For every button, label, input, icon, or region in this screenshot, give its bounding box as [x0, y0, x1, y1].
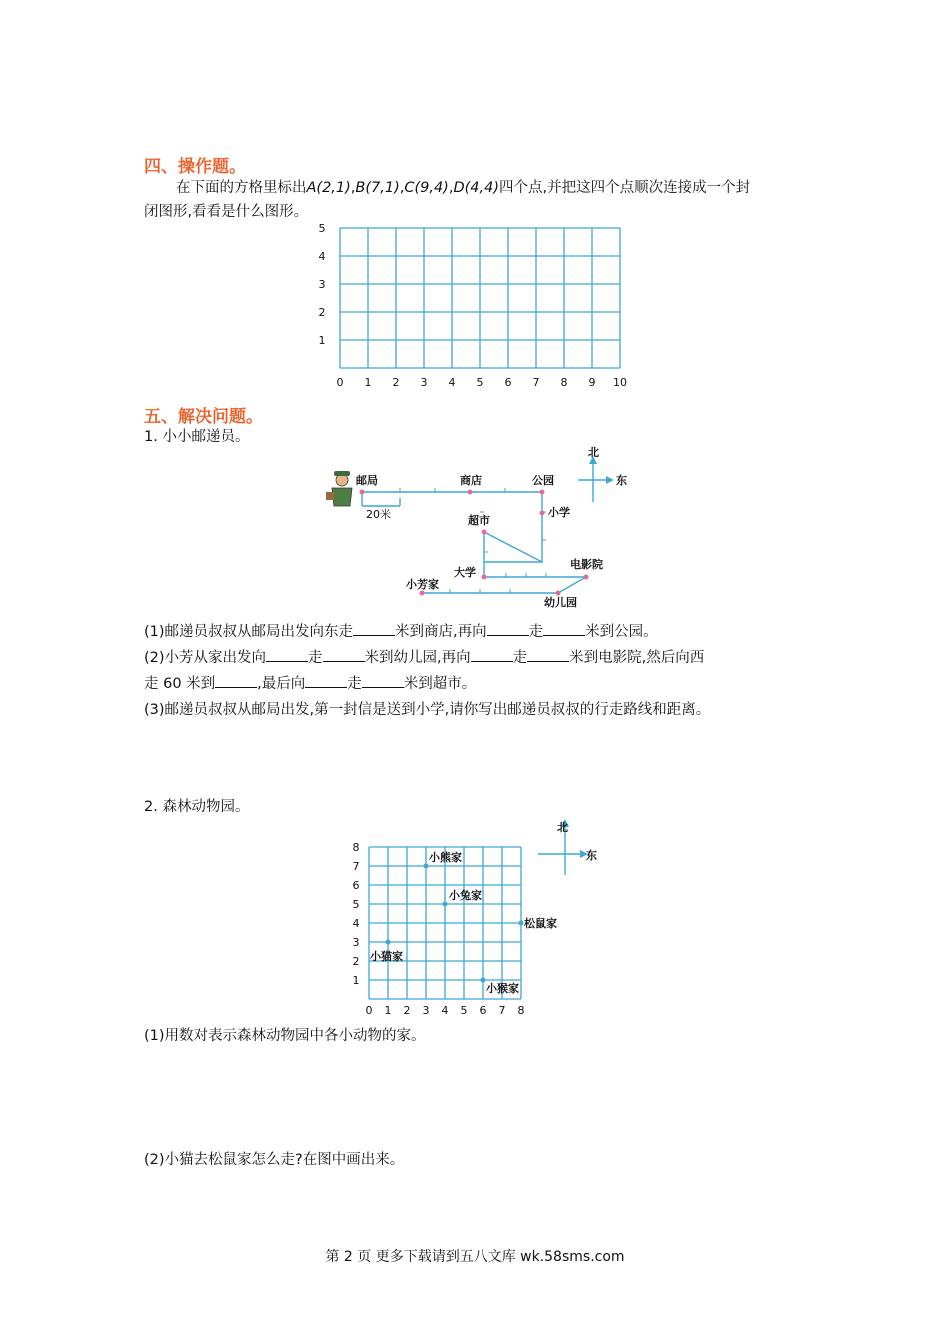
- home-squirrel: 松鼠家: [524, 917, 557, 930]
- postman-map: [320, 440, 650, 620]
- coordinate-grid[interactable]: [310, 220, 640, 395]
- label-supermarket: 超市: [468, 514, 490, 527]
- y-tick-label: 5: [318, 222, 326, 235]
- x-tick-label: 6: [504, 376, 512, 389]
- label-kindergarten: 幼儿园: [544, 596, 577, 609]
- home-rabbit: 小兔家: [449, 889, 482, 902]
- zoo-x-tick-label: 0: [365, 1004, 373, 1017]
- zoo-y-tick-label: 1: [352, 974, 360, 987]
- label-east: 东: [616, 474, 627, 487]
- answer-blank[interactable]: [266, 647, 308, 662]
- zoo-label-north: 北: [557, 821, 568, 834]
- zoo-x-tick-label: 6: [479, 1004, 487, 1017]
- zoo-y-tick-label: 3: [352, 936, 360, 949]
- label-north: 北: [588, 446, 599, 459]
- zoo-x-tick-label: 3: [422, 1004, 430, 1017]
- scale-label: 20米: [366, 508, 391, 521]
- answer-blank[interactable]: [353, 621, 395, 636]
- zoo-y-tick-label: 2: [352, 955, 360, 968]
- section5-title: 五、解决问题。: [144, 407, 263, 427]
- zoo-x-tick-label: 4: [441, 1004, 449, 1017]
- x-tick-label: 0: [336, 376, 344, 389]
- page-footer: 第 2 页 更多下载请到五八文库 wk.58sms.com: [325, 1249, 625, 1265]
- answer-blank[interactable]: [362, 673, 404, 688]
- x-tick-label: 5: [476, 376, 484, 389]
- answer-blank[interactable]: [527, 647, 569, 662]
- zoo-x-tick-label: 1: [384, 1004, 392, 1017]
- x-tick-label: 9: [588, 376, 596, 389]
- y-tick-label: 1: [318, 334, 326, 347]
- section4-instruction-line2: 闭图形,看看是什么图形。: [144, 204, 309, 220]
- q2-part2: (2)小猫去松鼠家怎么走?在图中画出来。: [144, 1152, 405, 1168]
- home-bear: 小熊家: [429, 851, 462, 864]
- q1-part1: (1)邮递员叔叔从邮局出发向东走 米到商店,再向 走 米到公园。: [144, 620, 814, 644]
- zoo-x-tick-label: 2: [403, 1004, 411, 1017]
- q1-part3: (3)邮递员叔叔从邮局出发,第一封信是送到小学,请你写出邮递员叔叔的行走路线和距离。: [144, 702, 711, 718]
- y-tick-label: 4: [318, 250, 326, 263]
- x-tick-label: 10: [613, 376, 627, 389]
- zoo-y-tick-label: 8: [352, 841, 360, 854]
- zoo-y-tick-label: 5: [352, 898, 360, 911]
- label-home: 小芳家: [406, 578, 439, 591]
- home-monkey: 小猴家: [486, 982, 519, 995]
- section4-instruction: 在下面的方格里标出A(2,1),B(7,1),C(9,4),D(4,4)四个点,并把这四个点顺次连接成一个封: [176, 180, 751, 196]
- east-arrow-icon: [606, 476, 614, 484]
- zoo-x-tick-label: 5: [460, 1004, 468, 1017]
- x-tick-label: 7: [532, 376, 540, 389]
- answer-blank[interactable]: [215, 673, 257, 688]
- answer-blank[interactable]: [487, 621, 529, 636]
- label-university: 大学: [454, 566, 476, 579]
- zoo-grid[interactable]: [340, 815, 630, 1020]
- label-post-office: 邮局: [356, 474, 378, 487]
- x-tick-label: 8: [560, 376, 568, 389]
- zoo-y-tick-label: 4: [352, 917, 360, 930]
- y-tick-label: 2: [318, 306, 326, 319]
- x-tick-label: 4: [448, 376, 456, 389]
- x-tick-label: 2: [392, 376, 400, 389]
- home-cat: 小猫家: [370, 950, 403, 963]
- x-tick-label: 3: [420, 376, 428, 389]
- zoo-x-tick-label: 7: [498, 1004, 506, 1017]
- q1-title: 1. 小小邮递员。: [144, 429, 250, 445]
- label-park: 公园: [532, 474, 554, 487]
- label-cinema: 电影院: [570, 558, 603, 571]
- label-school: 小学: [548, 506, 570, 519]
- q1-part2-cont: 走 60 米到 ,最后向 走 米到超市。: [144, 672, 814, 696]
- q2-title: 2. 森林动物园。: [144, 799, 250, 815]
- label-shop: 商店: [460, 474, 482, 487]
- section4-title: 四、操作题。: [144, 157, 246, 177]
- q2-part1: (1)用数对表示森林动物园中各小动物的家。: [144, 1028, 426, 1044]
- zoo-label-east: 东: [586, 849, 597, 862]
- answer-blank[interactable]: [543, 621, 585, 636]
- x-tick-label: 1: [364, 376, 372, 389]
- answer-blank[interactable]: [305, 673, 347, 688]
- diagonal-line: [484, 532, 542, 562]
- zoo-y-tick-label: 6: [352, 879, 360, 892]
- q1-part2: (2)小芳从家出发向 走 米到幼儿园,再向 走 米到电影院,然后向西: [144, 646, 814, 670]
- answer-blank[interactable]: [323, 647, 365, 662]
- postman-icon: [326, 471, 352, 506]
- answer-blank[interactable]: [471, 647, 513, 662]
- y-tick-label: 3: [318, 278, 326, 291]
- zoo-y-tick-label: 7: [352, 860, 360, 873]
- zoo-x-tick-label: 8: [517, 1004, 525, 1017]
